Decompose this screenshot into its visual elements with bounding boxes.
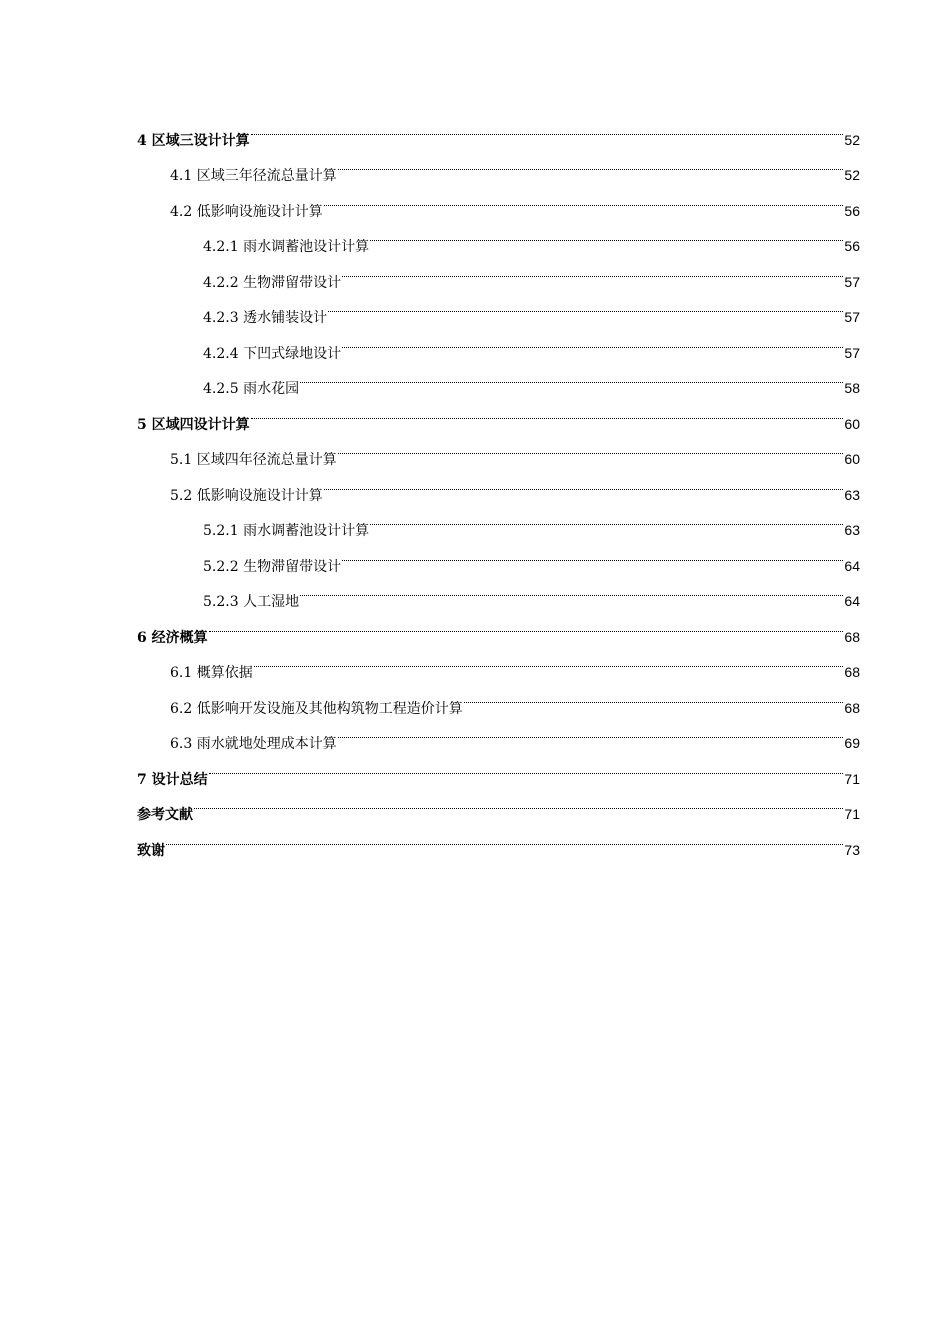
toc-entry-title: 致谢: [137, 842, 165, 859]
toc-dot-leader: [166, 819, 843, 855]
toc-dot-leader: [338, 145, 844, 181]
toc-entry-title: 6 经济概算: [137, 629, 208, 646]
toc-dot-leader: [251, 393, 844, 429]
toc-entry-page: 52: [844, 167, 860, 183]
toc-entry-title: 5 区域四设计计算: [137, 416, 250, 433]
toc-entry-page: 73: [844, 841, 860, 858]
toc-entry[interactable]: [137, 606, 860, 646]
toc-entry-page: 69: [844, 735, 860, 751]
toc-entry-title: 4.2 低影响设施设计计算: [170, 203, 323, 220]
toc-entry-title: 4 区域三设计计算: [137, 132, 250, 149]
toc-entry-page: 52: [844, 131, 860, 148]
toc-entry[interactable]: [137, 748, 860, 788]
toc-dot-leader: [328, 287, 843, 323]
toc-entry-title: 5.2.2 生物滞留带设计: [203, 558, 342, 575]
toc-entry-page: 56: [844, 238, 860, 254]
toc-dot-leader: [338, 429, 844, 465]
toc-entry-page: 68: [844, 628, 860, 645]
toc-dot-leader: [324, 464, 844, 500]
toc-entry-page: 63: [844, 522, 860, 538]
toc-entry-page: 60: [844, 415, 860, 432]
toc-entry-title: 5.1 区域四年径流总量计算: [170, 452, 337, 468]
toc-dot-leader: [251, 109, 844, 145]
toc-dot-leader: [300, 358, 843, 394]
toc-dot-leader: [324, 180, 844, 216]
toc-entry-title: 4.1 区域三年径流总量计算: [170, 168, 337, 184]
toc-entry-title: 6.1 概算依据: [170, 665, 253, 681]
toc-entry-title: 6.2 低影响开发设施及其他构筑物工程造价计算: [170, 700, 463, 717]
toc-dot-leader: [370, 216, 843, 252]
toc-dot-leader: [464, 677, 844, 713]
toc-dot-leader: [194, 784, 843, 820]
toc-entry[interactable]: [137, 784, 860, 823]
toc-entry-page: 56: [844, 202, 860, 219]
toc-entry-title: 4.2.1 雨水调蓄池设计计算: [203, 239, 370, 255]
toc-entry-page: 68: [844, 699, 860, 716]
toc-entry-title: 5.2 低影响设施设计计算: [170, 487, 323, 504]
toc-entry-title: 4.2.4 下凹式绿地设计: [203, 345, 342, 362]
toc-entry[interactable]: [137, 109, 860, 149]
toc-entry-page: 57: [844, 344, 860, 361]
toc-entry-page: 64: [844, 593, 860, 609]
toc-dot-leader: [342, 322, 843, 358]
toc-entry-title: 4.2.2 生物滞留带设计: [203, 274, 342, 291]
toc-entry[interactable]: [137, 642, 860, 681]
toc-entry-page: 68: [844, 664, 860, 680]
toc-entry-title: 参考文献: [137, 807, 193, 823]
table-of-contents: [137, 109, 860, 859]
toc-entry-page: 57: [844, 273, 860, 290]
toc-entry-title: 4.2.5 雨水花园: [203, 381, 300, 397]
toc-dot-leader: [300, 571, 843, 607]
toc-entry-title: 5.2.3 人工湿地: [203, 594, 300, 610]
toc-dot-leader: [209, 606, 844, 642]
toc-dot-leader: [338, 713, 844, 749]
toc-entry-page: 63: [844, 486, 860, 503]
toc-entry[interactable]: [137, 819, 860, 859]
toc-dot-leader: [342, 251, 843, 287]
toc-entry-title: 6.3 雨水就地处理成本计算: [170, 736, 337, 752]
toc-dot-leader: [209, 748, 844, 784]
toc-dot-leader: [370, 500, 843, 536]
toc-entry-title: 7 设计总结: [137, 771, 208, 788]
toc-dot-leader: [342, 535, 843, 571]
toc-entry-page: 64: [844, 557, 860, 574]
toc-entry-page: 57: [844, 309, 860, 325]
toc-entry-page: 71: [844, 770, 860, 787]
toc-entry-title: 5.2.1 雨水调蓄池设计计算: [203, 523, 370, 539]
toc-entry-title: 4.2.3 透水铺装设计: [203, 310, 328, 326]
toc-dot-leader: [254, 642, 844, 678]
toc-entry-page: 71: [844, 806, 860, 822]
toc-entry-page: 58: [844, 380, 860, 396]
toc-entry-page: 60: [844, 451, 860, 467]
